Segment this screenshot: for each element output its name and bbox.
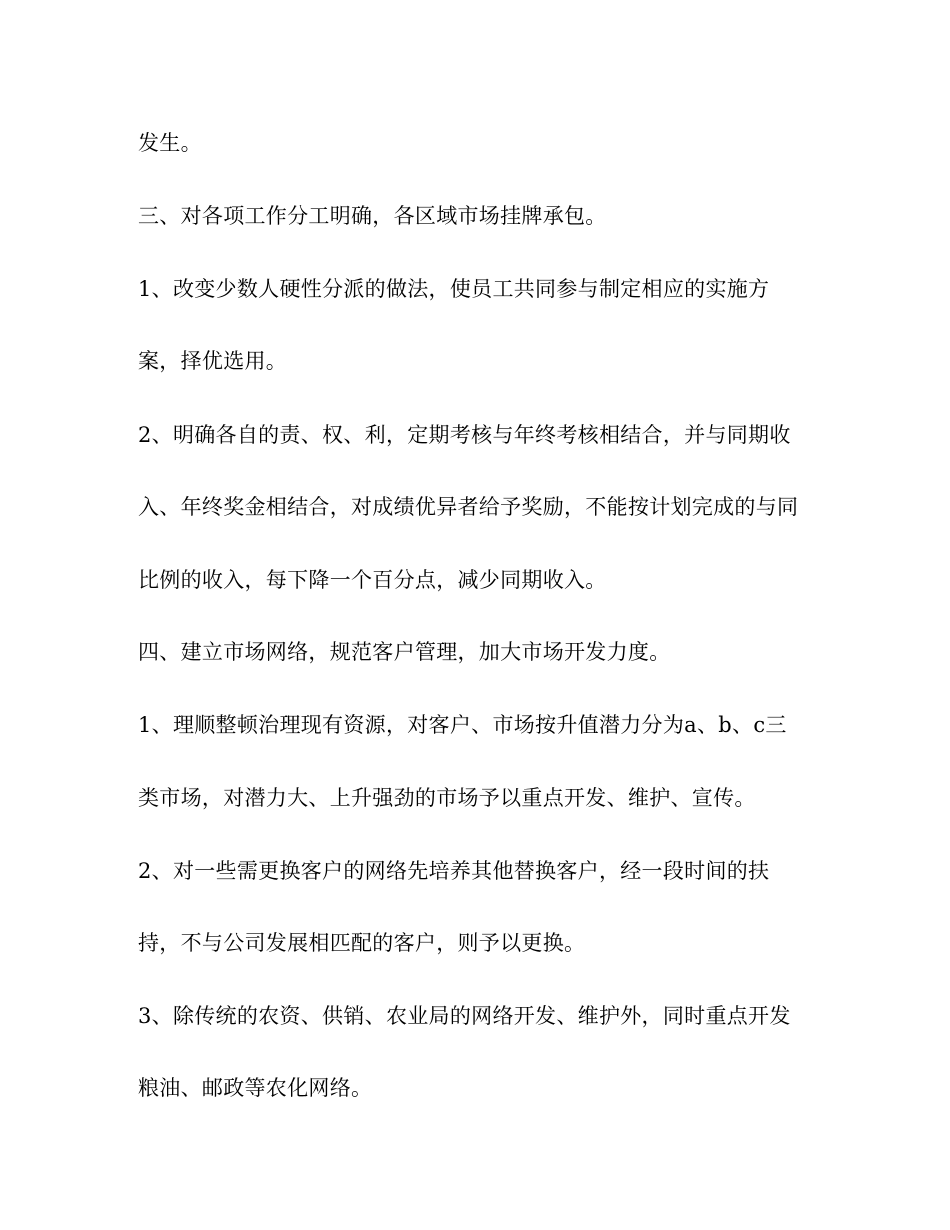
text-line: 案，择优选用。 — [138, 349, 288, 373]
text-line: 1、改变少数人硬性分派的做法，使员工共同参与制定相应的实施方 — [138, 277, 770, 301]
section-heading: 三、对各项工作分工明确，各区域市场挂牌承包。 — [138, 204, 607, 228]
text-line: 发生。 — [138, 131, 202, 155]
text-line: 2、对一些需更换客户的网络先培养其他替换客户，经一段时间的扶 — [138, 859, 770, 883]
text-line: 比例的收入，每下降一个百分点，减少同期收入。 — [138, 568, 607, 592]
text-line: 2、明确各自的责、权、利，定期考核与年终考核相结合，并与同期收 — [138, 423, 791, 447]
text-line: 类市场，对潜力大、上升强劲的市场予以重点开发、维护、宣传。 — [138, 786, 756, 810]
text-line: 入、年终奖金相结合，对成绩优异者给予奖励，不能按计划完成的与同 — [138, 495, 799, 519]
section-heading: 四、建立市场网络，规范客户管理，加大市场开发力度。 — [138, 640, 671, 664]
text-line: 粮油、邮政等农化网络。 — [138, 1076, 373, 1100]
text-line: 持，不与公司发展相匹配的客户，则予以更换。 — [138, 931, 586, 955]
text-line: 3、除传统的农资、供销、农业局的网络开发、维护外，同时重点开发 — [138, 1004, 791, 1028]
text-line: 1、理顺整顿治理现有资源，对客户、市场按升值潜力分为a、b、c三 — [138, 713, 787, 737]
